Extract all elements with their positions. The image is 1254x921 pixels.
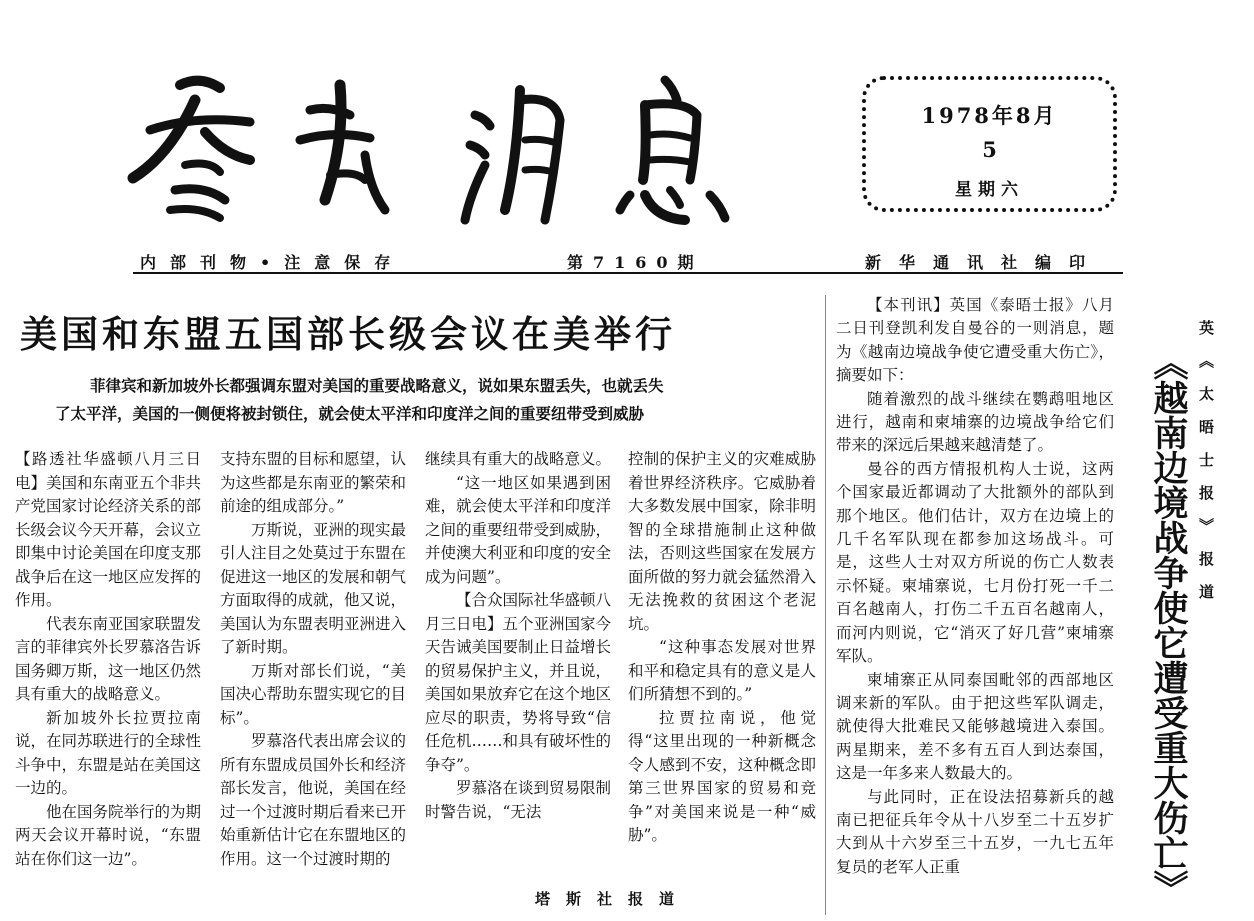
side-article-body — [836, 294, 1114, 879]
column-divider — [825, 295, 826, 915]
article-paragraph: 代表东南亚国家联盟发言的菲律宾外长罗慕洛告诉国务卿万斯，这一地区仍然具有重大的战略意义。 — [15, 614, 202, 703]
issue-date: 1978年8月 — [921, 103, 1058, 128]
article-paragraph: 万斯说，亚洲的现实最引人注目之处莫过于东盟在促进这一地区的发展和朝气方面取得的成就，他又说，美国认为东盟表明亚洲进入了新时期。 — [220, 520, 407, 656]
article-paragraph: 拉贾拉南说，他觉得“这里出现的一种新概念令人感到不安，这种概念即第三世界国家的贸易和竞争”对美国来说是一种“威胁”。 — [628, 708, 816, 844]
article-column-3 — [425, 448, 611, 824]
article-column-1 — [15, 448, 201, 871]
article-paragraph: 随着激烈的战斗继续在鹦鹉咀地区进行，越南和柬埔寨的边境战争给它们带来的深远后果越来越清楚了。 — [836, 389, 1114, 455]
article-paragraph: 【合众国际社华盛顿八月三日电】五个亚洲国家今天告诫美国要制止日益增长的贸易保护主义，并且说，美国如果放弃它在这个地区应尽的职责，势将导致“信任危机……和具有破坏性的争夺”。 — [425, 591, 612, 774]
article-paragraph: “这种事态发展对世界和平和稳定具有的意义是人们所猜想不到的。” — [628, 638, 816, 703]
issue-weekday: 星期六 — [955, 180, 1024, 200]
subheadline-line-2: 了太平洋，美国的一侧便将被封锁住，就会使太平洋和印度洋之间的重要纽带受到威胁 — [55, 405, 645, 423]
article-paragraph: 罗慕洛在谈到贸易限制时警告说，“无法 — [425, 779, 612, 821]
main-headline: 美国和东盟五国部长级会议在美举行 — [20, 313, 676, 356]
article-paragraph: 支持东盟的目标和愿望，认为这些都是东南亚的繁荣和前途的组成部分。” — [220, 450, 407, 515]
subheadline-line-1: 菲律宾和新加坡外长都强调东盟对美国的重要战略意义，说如果东盟丢失，也就丢失 — [90, 377, 664, 395]
article-paragraph: 曼谷的西方情报机构人士说，这两个国家最近都调动了大批额外的部队到那个地区。他们估计，双方在边境上的几千名军队现在都参加这场战斗。可是，这些人士对双方所说的伤亡人数表示怀疑。柬埔寨说，七月份打死一千二百名越南人，打伤二千五百名越南人，而河内则说，它“消灭了好几营”柬埔寨军队。 — [836, 459, 1114, 666]
article-credit: 塔斯社报道 — [535, 890, 691, 908]
article-paragraph: 继续具有重大的战略意义。 — [425, 450, 612, 468]
date-box — [862, 76, 1117, 212]
article-paragraph: 【本刊讯】英国《泰晤士报》八月二日刊登凯利发自曼谷的一则消息，题为《越南边境战争使它遭受重大伤亡》，摘要如下： — [836, 296, 1114, 385]
header-rule — [133, 272, 1123, 274]
issue-day: 5 — [982, 137, 997, 162]
side-article-source: 英《太晤士报》报道 — [1197, 320, 1215, 617]
article-column-4 — [628, 448, 816, 848]
issue-number: 第7160期 — [567, 253, 704, 272]
article-paragraph: 新加坡外长拉贾拉南说，在同苏联进行的全球性斗争中，东盟是站在美国这一边的。 — [15, 708, 202, 797]
internal-notice: 内部刊物•注意保存 — [140, 253, 405, 272]
article-column-2 — [220, 448, 406, 871]
article-paragraph: 罗慕洛代表出席会议的所有东盟成员国外长和经济部长发言，他说，美国在经过一个过渡时期后看来已开始重新估计它在东盟地区的作用。这一个过渡时期的 — [220, 732, 407, 868]
article-paragraph: 万斯对部长们说，“美国决心帮助东盟实现它的目标”。 — [220, 661, 407, 727]
article-paragraph: 控制的保护主义的灾难威胁着世界经济秩序。它威胁着大多数发展中国家，除非明智的全球措施制止这种做法，否则这些国家在发展方面所做的努力就会猛然滑入无法挽救的贫困这个老泥坑。 — [628, 450, 816, 633]
article-paragraph: “这一地区如果遇到困难，就会使太平洋和印度洋之间的重要纽带受到威胁，并使澳大利亚和印度的安全成为问题”。 — [425, 473, 612, 586]
article-paragraph: 与此同时，正在设法招募新兵的越南已把征兵年令从十八岁至二十五岁扩大到从十六岁至三十五岁，一九七五年复员的老军人正重 — [836, 787, 1114, 876]
side-article-title: 《越南边境战争使它遭受重大伤亡》 — [1148, 345, 1188, 905]
masthead-calligraphy — [125, 60, 745, 230]
publisher: 新华通讯社编印 — [865, 253, 1104, 272]
article-paragraph: 【路透社华盛顿八月三日电】美国和东南亚五个非共产党国家讨论经济关系的部长级会议今天开幕，会议立即集中讨论美国在印度支那战争后在这一地区应发挥的作用。 — [15, 450, 202, 609]
article-paragraph: 柬埔寨正从同泰国毗邻的西部地区调来新的军队。由于把这些军队调走，就使得大批难民又能够越境进入泰国。两星期来，差不多有五百人到达泰国，这是一年多来人数最大的。 — [836, 670, 1114, 783]
article-paragraph: 他在国务院举行的为期两天会议开幕时说，“东盟站在你们这一边”。 — [15, 802, 202, 868]
